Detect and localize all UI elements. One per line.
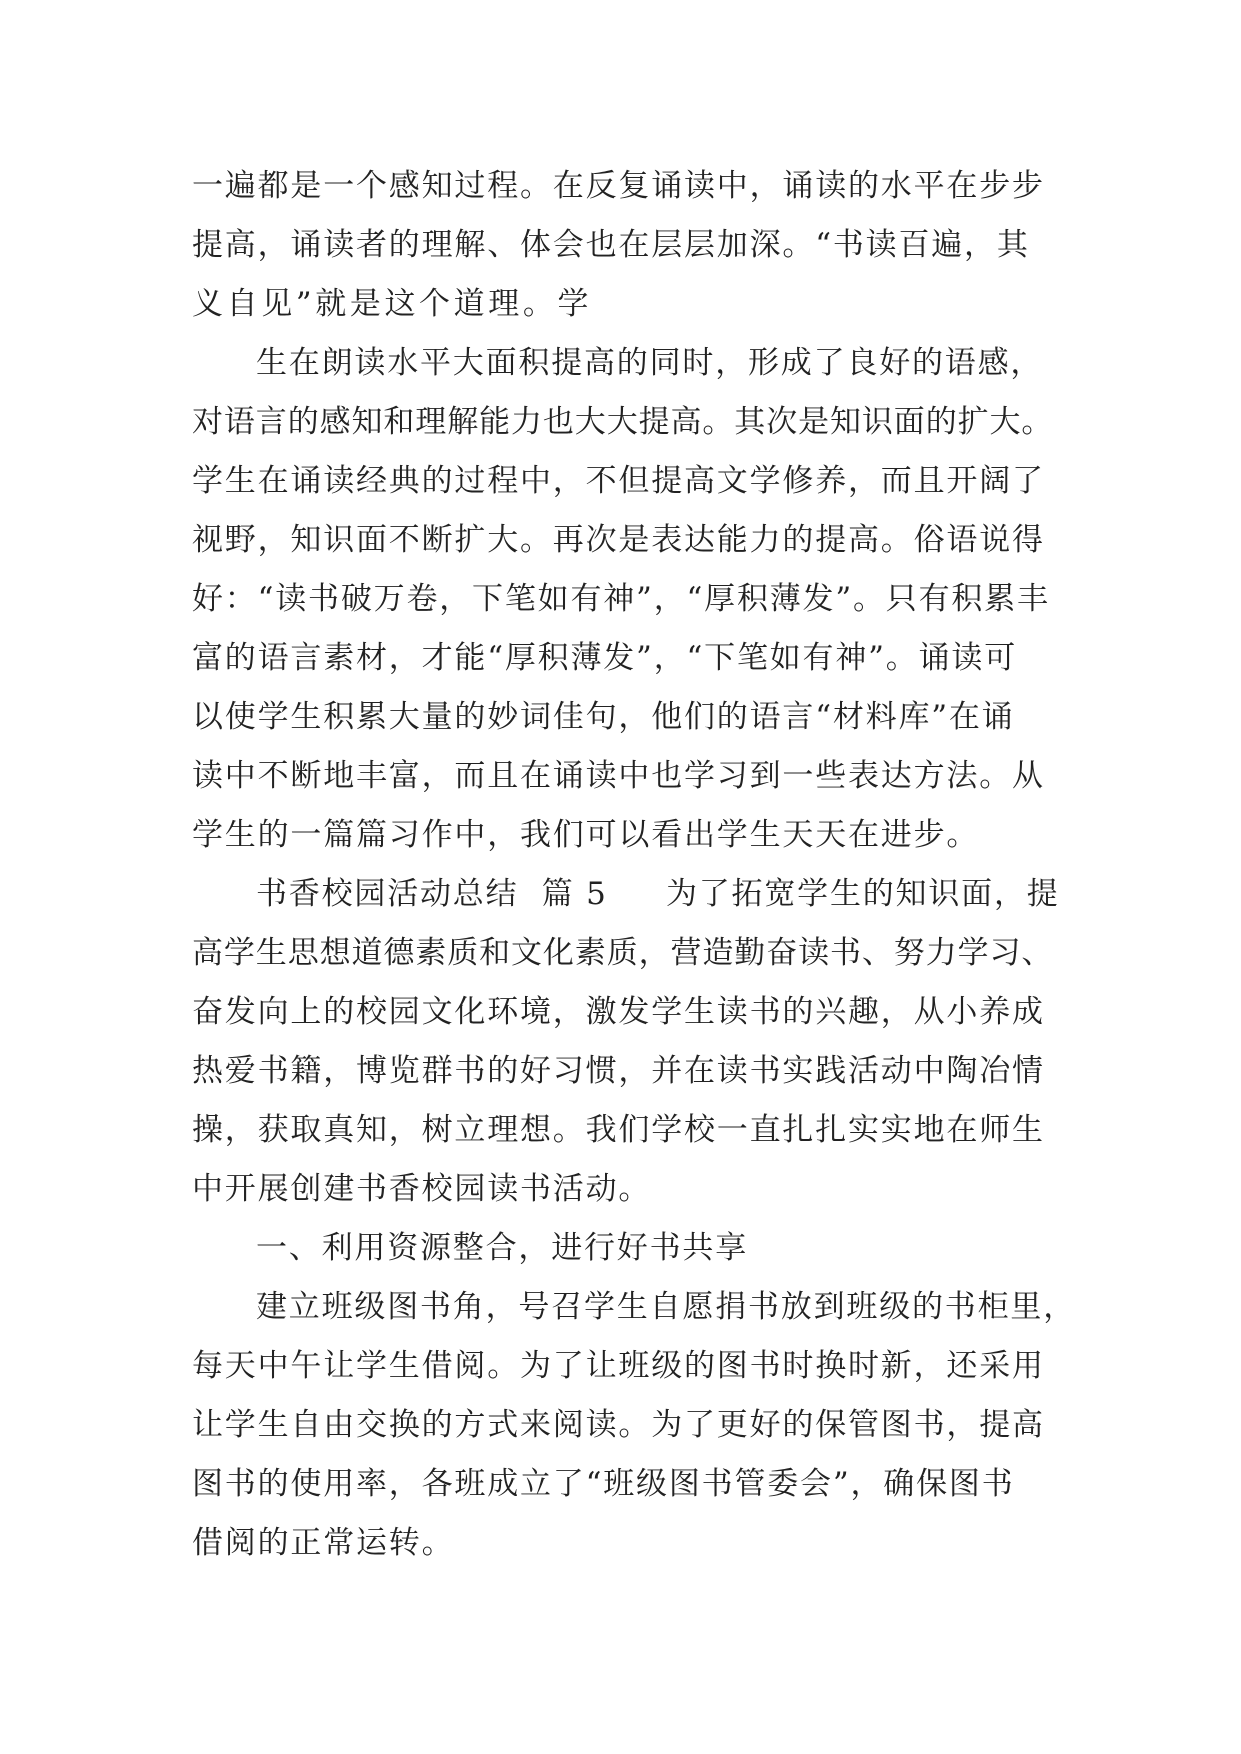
text-line-3: 义自见”就是这个道理。学 — [192, 286, 593, 322]
text-line-23: 图书的使用率，各班成立了“班级图书管委会”，确保图书 — [192, 1466, 1015, 1502]
text-line-16: 热爱书籍，博览群书的好习惯，并在读书实践活动中陶冶情 — [192, 1053, 1045, 1089]
text-line-11: 读中不断地丰富，而且在诵读中也学习到一些表达方法。从 — [192, 758, 1045, 794]
subheading-line: 一、利用资源整合，进行好书共享 — [256, 1230, 748, 1266]
section-heading-line: 书香校园活动总结 篇 5 为了拓宽学生的知识面，提 — [256, 876, 1060, 912]
text-line-4: 生在朗读水平大面积提高的同时，形成了良好的语感， — [256, 345, 1044, 381]
text-line-6: 学生在诵读经典的过程中，不但提高文学修养，而且开阔了 — [192, 463, 1045, 499]
body-text — [192, 157, 1076, 1573]
text-line-14: 高学生思想道德素质和文化素质，营造勤奋读书、努力学习、 — [192, 935, 1054, 971]
text-line-2: 提高，诵读者的理解、体会也在层层加深。“书读百遍，其 — [192, 227, 1030, 263]
text-line-22: 让学生自由交换的方式来阅读。为了更好的保管图书，提高 — [192, 1407, 1045, 1443]
text-line-12: 学生的一篇篇习作中，我们可以看出学生天天在进步。 — [192, 817, 980, 853]
text-line-24: 借阅的正常运转。 — [192, 1525, 455, 1561]
text-line-7: 视野，知识面不断扩大。再次是表达能力的提高。俗语说得 — [192, 522, 1045, 558]
text-line-17: 操，获取真知，树立理想。我们学校一直扎扎实实地在师生 — [192, 1112, 1045, 1148]
text-line-18: 中开展创建书香校园读书活动。 — [192, 1171, 652, 1207]
text-line-21: 每天中午让学生借阅。为了让班级的图书时换时新，还采用 — [192, 1348, 1045, 1384]
text-line-20: 建立班级图书角，号召学生自愿捐书放到班级的书柜里， — [256, 1289, 1076, 1325]
text-line-15: 奋发向上的校园文化环境，激发学生读书的兴趣，从小养成 — [192, 994, 1045, 1030]
text-line-8: 好：“读书破万卷，下笔如有神”，“厚积薄发”。只有积累丰 — [192, 581, 1050, 617]
text-line-1: 一遍都是一个感知过程。在反复诵读中，诵读的水平在步步 — [192, 168, 1045, 204]
text-line-10: 以使学生积累大量的妙词佳句，他们的语言“材料库”在诵 — [192, 699, 1015, 735]
text-line-5: 对语言的感知和理解能力也大大提高。其次是知识面的扩大。 — [192, 404, 1054, 440]
text-line-9: 富的语言素材，才能“厚积薄发”，“下笔如有神”。诵读可 — [192, 640, 1017, 676]
